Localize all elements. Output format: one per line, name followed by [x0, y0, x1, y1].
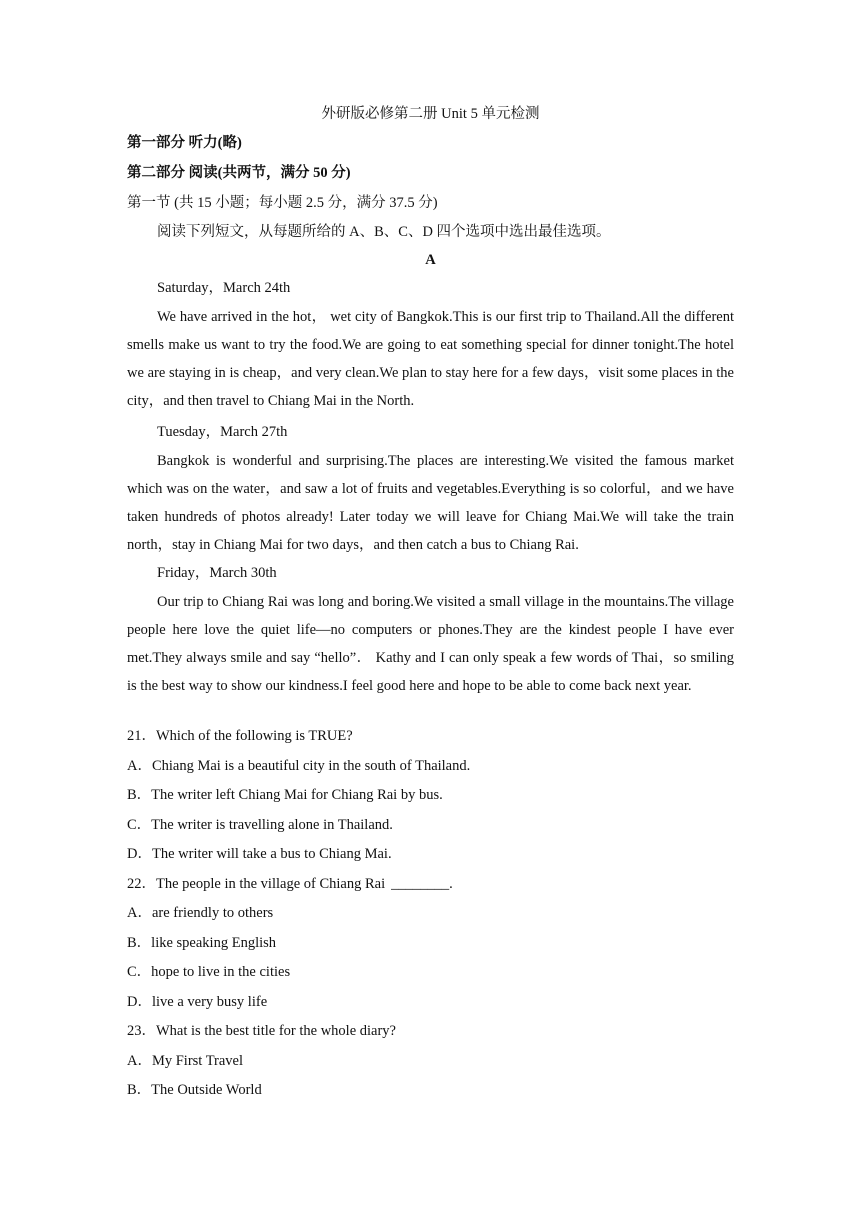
answer-option: D．The writer will take a bus to Chiang Mai. [127, 846, 392, 862]
answer-option: C．The writer is travelling alone in Thailand. [127, 817, 393, 833]
answer-option: B．The writer left Chiang Mai for Chiang Rai by bus. [127, 787, 443, 803]
part-two-heading: 第二部分 阅读(共两节，满分 50 分) [127, 165, 351, 181]
answer-option: A．My First Travel [127, 1053, 244, 1069]
question-stem: 22．The people in the village of Chiang Rai [127, 876, 386, 892]
diary-date: Friday，March 30th [157, 565, 277, 581]
instruction-text: 阅读下列短文，从每题所给的 A、B、C、D 四个选项中选出最佳选项。 [157, 224, 611, 240]
answer-option: A．Chiang Mai is a beautiful city in the south of Thailand. [127, 758, 471, 774]
diary-paragraph [127, 303, 734, 415]
answer-option: A．are friendly to others [127, 905, 274, 921]
diary-paragraph [127, 588, 734, 700]
document-title: 外研版必修第二册 Unit 5 单元检测 [321, 106, 540, 122]
diary-paragraph-text: Bangkok is wonderful and surprising.The places are interesting.We visited the famous market which was on the water，and saw a lot of fruits and vegetables.Everything is so colorful，and we have taken hundreds of photos already! Later today we will leave for Chiang Mai.We will take the train north，stay in Chiang Mai for two days，and then catch a bus to Chiang Rai. [127, 453, 734, 553]
question-stem: 23．What is the best title for the whole diary? [127, 1023, 396, 1039]
answer-option: C．hope to live in the cities [127, 964, 291, 980]
answer-option: B．like speaking English [127, 935, 277, 951]
question-stem: 21．Which of the following is TRUE? [127, 728, 353, 744]
answer-option: B．The Outside World [127, 1082, 262, 1098]
diary-paragraph [127, 447, 734, 559]
diary-date: Saturday，March 24th [157, 280, 291, 296]
diary-paragraph-text: Our trip to Chiang Rai was long and boring.We visited a small village in the mountains.The village people here love the quiet life—no computers or phones.They are the kindest people I have ever met.They always smile and say “hello”． Kathy and I can only speak a few words of Thai，so smiling is the best way to show our kindness.I feel good here and hope to be able to come back next year. [127, 594, 734, 694]
diary-date: Tuesday，March 27th [157, 424, 288, 440]
part-one-heading: 第一部分 听力(略) [127, 135, 242, 151]
answer-blank: ________. [391, 876, 453, 892]
answer-option: D．live a very busy life [127, 994, 268, 1010]
passage-label: A [425, 252, 436, 268]
diary-paragraph-text: We have arrived in the hot， wet city of Bangkok.This is our first trip to Thailand.All the different smells make us want to try the food.We are going to eat something special for dinner tonight.The hotel we are staying in is cheap，and very clean.We plan to stay here for a few days，visit some places in the city，and then travel to Chiang Mai in the North. [127, 309, 734, 409]
section-one-heading: 第一节 (共 15 小题；每小题 2.5 分，满分 37.5 分) [127, 195, 438, 211]
question-stem-line [127, 874, 453, 894]
